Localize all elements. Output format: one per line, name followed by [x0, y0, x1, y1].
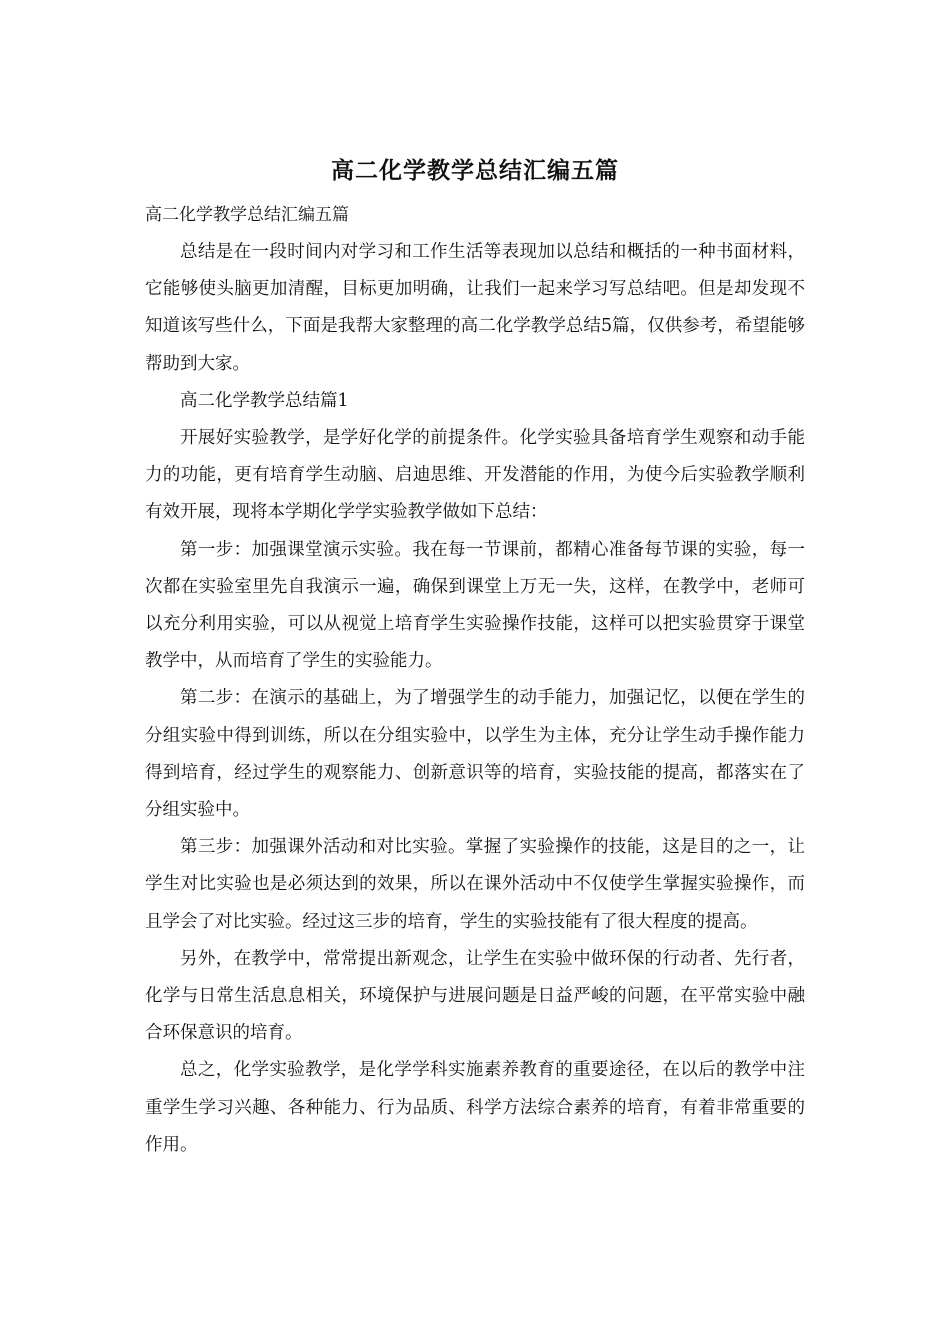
document-body: [145, 234, 805, 1164]
document-title: 高二化学教学总结汇编五篇: [331, 157, 619, 184]
paragraph-step-three: 第三步：加强课外活动和对比实验。掌握了实验操作的技能，这是目的之一，让学生对比实验也是必须达到的效果，所以在课外活动中不仅使学生掌握实验操作，而且学会了对比实验。经过这三步的培育，学生的实验技能有了很大程度的提高。: [145, 837, 805, 932]
paragraph: 另外，在教学中，常常提出新观念，让学生在实验中做环保的行动者、先行者，化学与日常生活息息相关，环境保护与进展问题是日益严峻的问题，在平常实验中融合环保意识的培育。: [145, 948, 805, 1044]
paragraph: 开展好实验教学，是学好化学的前提条件。化学实验具备培育学生观察和动手能力的功能，更有培育学生动脑、启迪思维、开发潜能的作用，为使今后实验教学顺利有效开展，现将本学期化学学实验教学做如下总结：: [145, 428, 805, 523]
paragraph-conclusion: 总之，化学实验教学，是化学学科实施素养教育的重要途径，在以后的教学中注重学生学习兴趣、各种能力、行为品质、科学方法综合素养的培育，有着非常重要的作用。: [145, 1060, 805, 1155]
paragraph-intro: 总结是在一段时间内对学习和工作生活等表现加以总结和概括的一种书面材料，它能够使头脑更加清醒，目标更加明确，让我们一起来学习写总结吧。但是却发现不知道该写些什么，下面是我帮大家整理的高二化学教学总结5篇，仅供参考，希望能够帮助到大家。: [145, 242, 805, 374]
paragraph-step-one: 第一步：加强课堂演示实验。我在每一节课前，都精心准备每节课的实验，每一次都在实验室里先自我演示一遍，确保到课堂上万无一失，这样，在教学中，老师可以充分利用实验，可以从视觉上培育学生实验操作技能，这样可以把实验贯穿于课堂教学中，从而培育了学生的实验能力。: [145, 539, 805, 672]
document-subtitle: 高二化学教学总结汇编五篇: [145, 205, 349, 225]
section-heading: 高二化学教学总结篇1: [180, 390, 349, 411]
paragraph-step-two: 第二步：在演示的基础上，为了增强学生的动手能力，加强记忆，以便在学生的分组实验中得到训练，所以在分组实验中，以学生为主体，充分让学生动手操作能力得到培育，经过学生的观察能力、创新意识等的培育，实验技能的提高，都落实在了分组实验中。: [145, 688, 805, 821]
